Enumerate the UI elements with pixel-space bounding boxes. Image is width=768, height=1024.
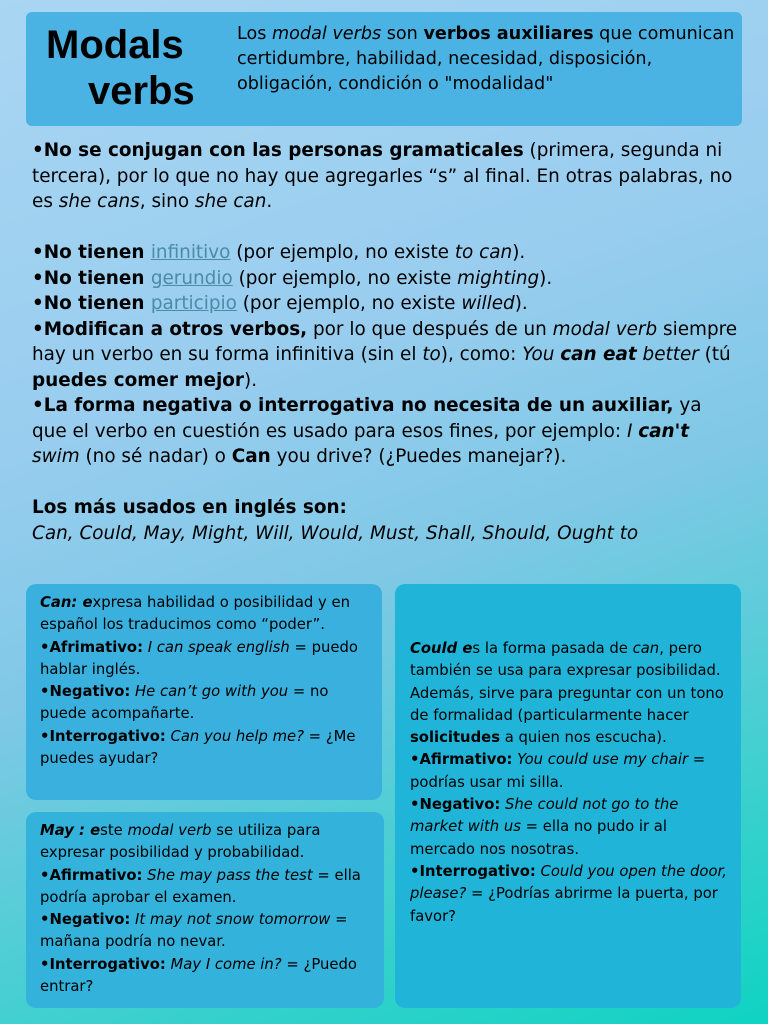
could-negative: •Negativo: She could not go to the market with us = ella no pudo ir al mercado nos nosotras. [410, 796, 679, 858]
most-used-list: Can, Could, May, Might, Will, Would, Must, Shall, Should, Ought to [32, 522, 639, 544]
can-description: Can: expresa habilidad o posibilidad y en español los traducimos como “poder”. [40, 594, 350, 634]
page-title: Modals verbs [46, 23, 195, 113]
may-description: May : este modal verb se utiliza para expresar posibilidad y probabilidad. [40, 822, 321, 862]
could-card [395, 584, 741, 1008]
rule-modify-verbs: •Modifican a otros verbos, por lo que después de un modal verb siempre hay un verbo en su forma infinitiva (sin el to), como: You can eat better (tú puedes comer mejor). [32, 318, 738, 391]
rule-negative-interrogative: •La forma negativa o interrogativa no necesita de un auxiliar, ya que el verbo en cuestión es usado para esos fines, por ejemplo: I can't swim (no sé nadar) o Can you drive? (¿Puedes manejar?). [32, 395, 702, 467]
participio-link[interactable]: participio [150, 293, 237, 314]
may-affirmative: •Afirmativo: She may pass the test = ella podría aprobar el examen. [40, 866, 361, 906]
infinitivo-link[interactable]: infinitivo [150, 242, 231, 263]
could-interrogative: •Interrogativo: Could you open the door, please? = ¿Podrías abrirme la puerta, por favor? [410, 862, 727, 925]
rule-no-infinitive: •No tienen infinitivo (por ejemplo, no existe to can). [32, 242, 526, 263]
rule-no-conjugation: •No se conjugan con las personas gramaticales (primera, segunda ni tercera), por lo que no hay que agregarles “s” al final. En otras palabras, no es she cans, sino she can. [32, 140, 733, 212]
may-interrogative: •Interrogativo: May I come in? = ¿Puedo entrar? [40, 955, 357, 996]
rule-no-gerund: •No tienen gerundio (por ejemplo, no existe mighting). [32, 267, 553, 289]
header-banner [26, 12, 742, 126]
can-card [26, 584, 382, 800]
gerundio-link[interactable]: gerundio [150, 267, 233, 289]
rule-no-participle: •No tienen participio (por ejemplo, no existe willed). [32, 293, 528, 314]
most-used-heading: Los más usados en inglés son: [32, 497, 347, 518]
may-card [26, 812, 384, 1008]
rules-section [32, 138, 742, 546]
could-description: Could es la forma pasada de can, pero también se usa para expresar posibilidad. Además, sirve para preguntar con un tono de formalidad (particularmente hacer solicitudes a quien nos escucha). [410, 640, 724, 747]
can-interrogative: •Interrogativo: Can you help me? = ¿Me puedes ayudar? [40, 727, 356, 768]
intro-text: Los modal verbs son verbos auxiliares que comunican certidumbre, habilidad, necesidad, disposición, obligación, condición o "modalidad" [237, 24, 735, 94]
can-affirmative: •Afrimativo: I can speak english = puedo hablar inglés. [40, 638, 358, 678]
can-negative: •Negativo: He can’t go with you = no puede acompañarte. [40, 683, 329, 723]
may-negative: •Negativo: It may not snow tomorrow = mañana podría no nevar. [40, 911, 348, 951]
could-affirmative: •Afirmativo: You could use my chair = podrías usar mi silla. [410, 751, 706, 791]
